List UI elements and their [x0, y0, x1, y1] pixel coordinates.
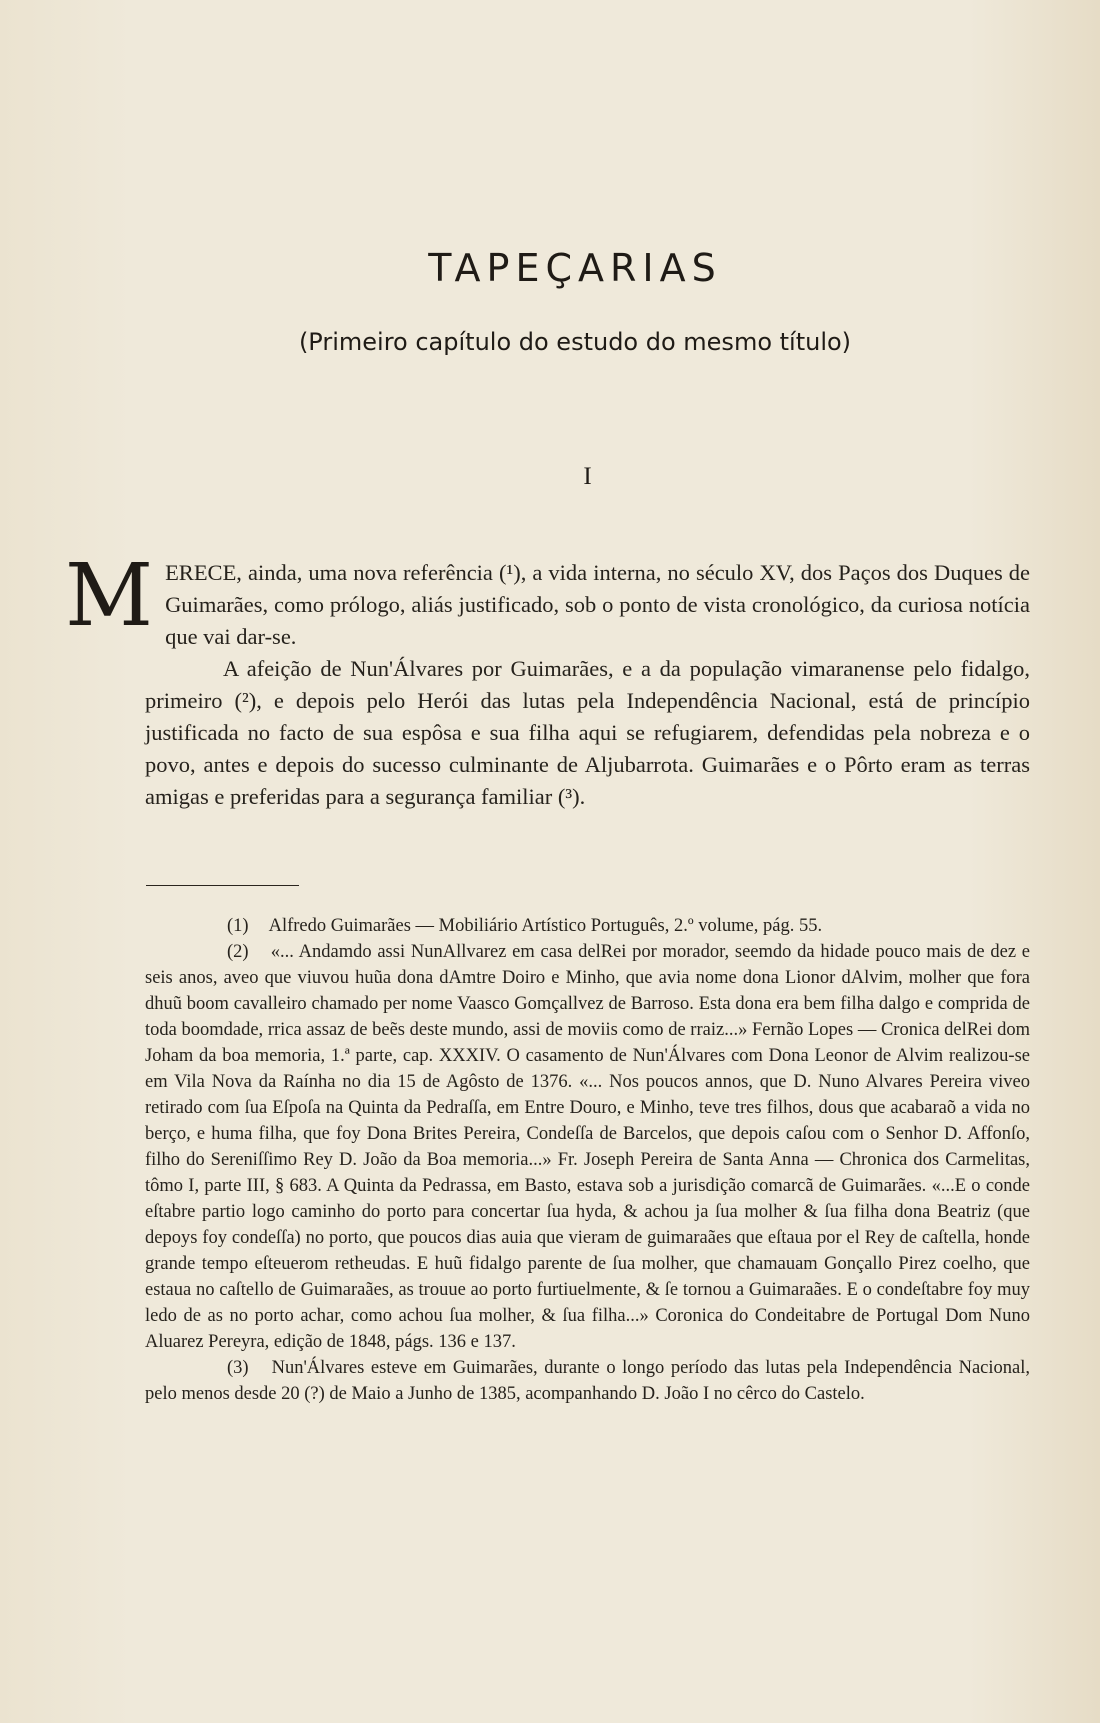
paragraph-1 — [65, 546, 1030, 653]
footnote-3-text: Nun'Álvares esteve em Guimarães, durante o longo período das lutas pela Independência Nacional, pelo menos desde 20 (?) de Maio a Junho de 1385, acompanhando D. João I no cêrco do Castelo. — [145, 1358, 1030, 1404]
paragraph-1-text: ERECE, ainda, uma nova referência (¹), a vida interna, no século XV, dos Paços dos Duques de Guimarães, como prólogo, aliás justificado, sob o ponto de vista cronológico, da curiosa notícia que vai dar-se. — [165, 560, 1030, 649]
footnote-3 — [145, 1355, 1030, 1407]
chapter-title: TAPEÇARIAS — [428, 246, 722, 290]
paragraph-2: A afeição de Nun'Álvares por Guimarães, e a da população vimaranense pelo fidalgo, primeiro (²), e depois pelo Herói das lutas pela Independência Nacional, está de princípio justificada no facto de sua espôsa e sua filha aqui se refugiarem, defendidas pela nobreza e o povo, antes e depois do sucesso culminante de Aljubarrota. Guimarães e o Pôrto eram as terras amigas e preferidas para a segurança familiar (³). — [145, 656, 1030, 809]
footnote-1-text: Alfredo Guimarães — Mobiliário Artístico Português, 2.º volume, pág. 55. — [268, 916, 823, 936]
section-number: I — [583, 463, 592, 490]
main-text — [65, 546, 1030, 813]
footnotes — [145, 913, 1030, 1407]
footnote-1-mark: (1) — [227, 916, 249, 936]
footnote-1 — [145, 913, 1030, 939]
footnote-2 — [145, 939, 1030, 1355]
footnote-separator — [146, 885, 299, 886]
footnote-2-text: «... Andamdo assi NunAllvarez em casa delRei por morador, seemdo da hidade pouco mais de dez e seis anos, aveo que viuvou huũa dona dAmtre Doiro e Minho, que avia nome dona Lionor dAlvim, molher que fora dhuũ boom cavalleiro chamado per nome Vaasco Gomçallvez de Barroso. Esta dona era bem filha dalgo e comprida de toda boomdade, rrica assaz de beẽs deste mundo, assi de moviis como de rraiz...» Fernão Lopes — Cronica delRei dom Joham da boa memoria, 1.ª parte, cap. XXXIV. O casamento de Nun'Álvares com Dona Leonor de Alvim realizou-se em Vila Nova da Raínha no dia 15 de Agôsto de 1376. «... Nos poucos annos, que D. Nuno Alvares Pereira viveo retirado com ſua Eſpoſa na Quinta da Pedraſſa, em Entre Douro, e Minho, teve tres filhos, dous que acabaraõ a vida no berço, e huma filha, que foy Dona Brites Pereira, Condeſſa de Barcelos, que depois caſou com o Senhor D. Affonſo, filho do Sereniſſimo Rey D. João da Boa memoria...» Fr. Joseph Pereira de Santa Anna — Chronica dos Carmelitas, tômo I, parte III, § 683. A Quinta da Pedrassa, em Basto, estava sob a jurisdição comarcã de Guimarães. «...E o conde eſtabre partio logo caminho do porto para concertar ſua hyda, & achou ja ſua molher & ſua filha dona Beatriz (que depoys foy condeſſa) no porto, que poucos dias auia que vieram de guimaraães que eſtaua por el Rey de caſtella, honde grande tempo eſteuerom retheudas. E huũ fidalgo parente de ſua molher, que chamauam Gonçallo Pirez coelho, que estaua no caſtello de Guimaraães, as trouue ao porto furtiuelmente, & ſe tornou a Guimaraães. E o condeſtabre foy muy ledo de as no porto achar, como achou ſua molher, & ſua filha...» Coronica do Condeitabre de Portugal Dom Nuno Aluarez Pereyra, edição de 1848, págs. 136 e 137. — [145, 942, 1030, 1352]
chapter-subtitle: (Primeiro capítulo do estudo do mesmo título) — [298, 328, 852, 356]
footnote-3-mark: (3) — [227, 1358, 249, 1378]
footnote-2-mark: (2) — [227, 942, 249, 962]
drop-cap: M — [65, 546, 154, 646]
